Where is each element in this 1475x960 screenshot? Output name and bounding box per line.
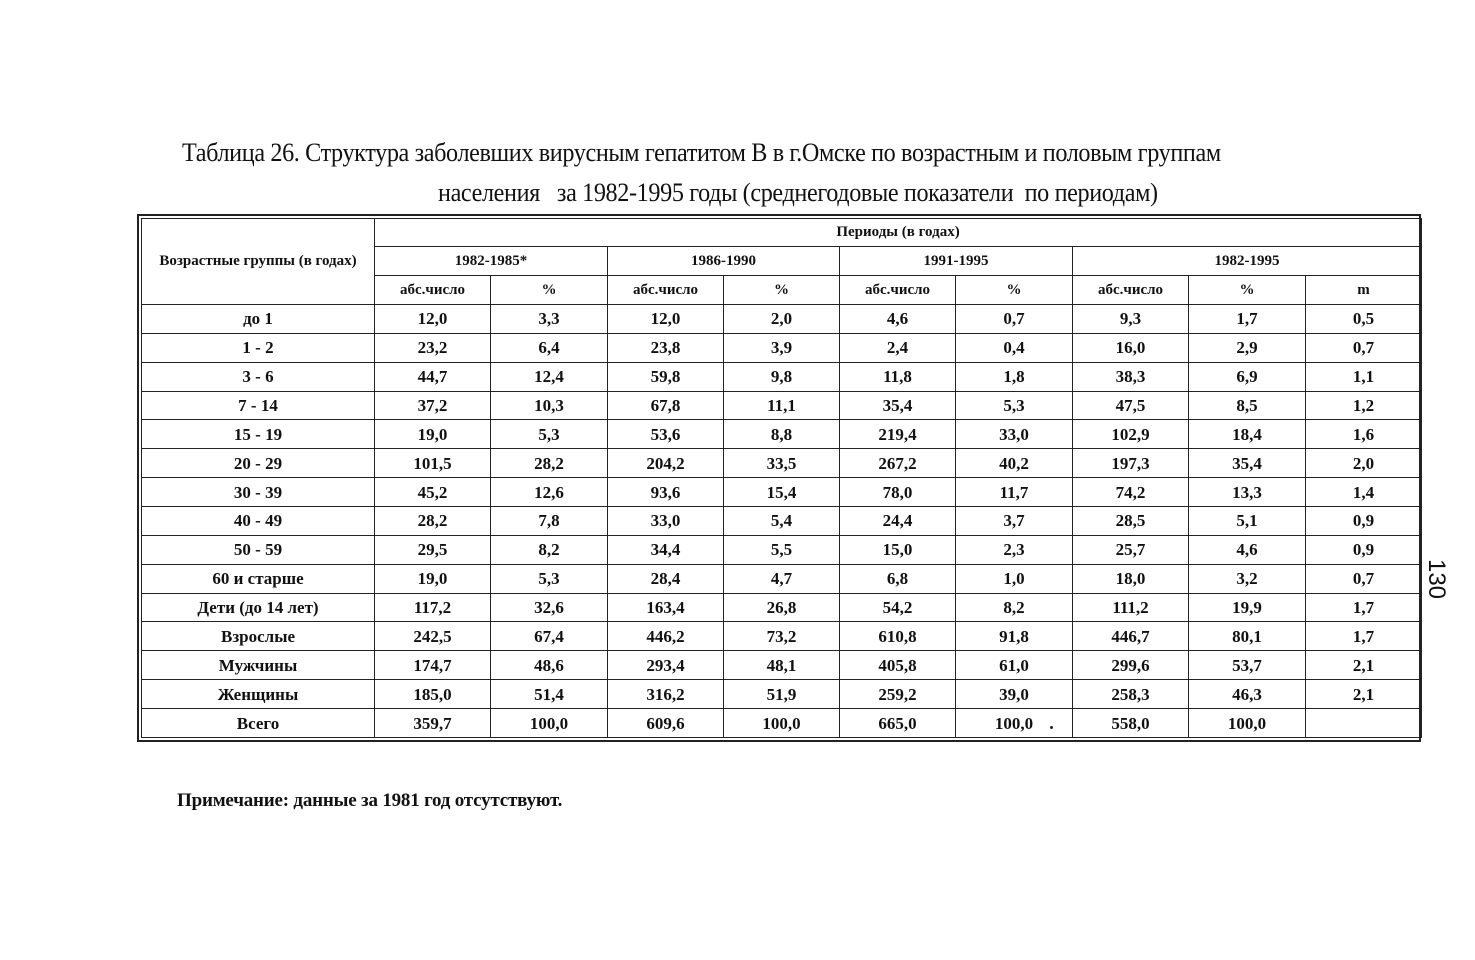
table-cell: 665,0 [840,709,956,738]
table-cell: 54,2 [840,593,956,622]
table-cell: 111,2 [1073,593,1189,622]
table-cell: 3,2 [1189,564,1306,593]
table-cell: 28,5 [1073,507,1189,536]
row-label: 7 - 14 [142,391,375,420]
table-cell: 51,9 [724,680,840,709]
table-cell: 1,7 [1306,593,1422,622]
table-cell: 12,0 [608,305,724,334]
period-header: 1986-1990 [608,247,840,276]
table-cell: 2,1 [1306,651,1422,680]
table-row [142,622,1422,651]
table-cell: 45,2 [375,478,491,507]
table-cell: 204,2 [608,449,724,478]
table-cell: 100,0 [724,709,840,738]
table-cell: 93,6 [608,478,724,507]
table-cell: 2,0 [1306,449,1422,478]
table-cell: 609,6 [608,709,724,738]
column-header-pct: % [1189,276,1306,305]
table-cell: 15,0 [840,535,956,564]
table-cell: 446,7 [1073,622,1189,651]
table-cell: 67,4 [491,622,608,651]
table-cell: 293,4 [608,651,724,680]
page-number: 130 [1423,558,1451,600]
table-cell: 8,8 [724,420,840,449]
table-cell: 13,3 [1189,478,1306,507]
table-cell: 12,4 [491,362,608,391]
table-cell: 34,4 [608,535,724,564]
table-cell: 316,2 [608,680,724,709]
table-cell: 37,2 [375,391,491,420]
table-row [142,333,1422,362]
table-cell: 40,2 [956,449,1073,478]
table-cell: 2,3 [956,535,1073,564]
row-label: 50 - 59 [142,535,375,564]
table-cell: 174,7 [375,651,491,680]
table-cell: 10,3 [491,391,608,420]
table-cell: 26,8 [724,593,840,622]
table-cell: 5,3 [491,420,608,449]
table-cell: 1,1 [1306,362,1422,391]
table-cell: 47,5 [1073,391,1189,420]
table-cell: 163,4 [608,593,724,622]
table-cell: 0,7 [1306,333,1422,362]
table-cell: 33,5 [724,449,840,478]
table-cell: 5,5 [724,535,840,564]
table-row [142,709,1422,738]
table-cell: 102,9 [1073,420,1189,449]
row-label: Дети (до 14 лет) [142,593,375,622]
table-cell: 33,0 [956,420,1073,449]
row-label: 15 - 19 [142,420,375,449]
table-cell: 185,0 [375,680,491,709]
table-cell: 100,0 [1189,709,1306,738]
table-cell: 259,2 [840,680,956,709]
table-cell: 0,7 [1306,564,1422,593]
table-cell: 2,0 [724,305,840,334]
table-cell: 23,8 [608,333,724,362]
table-cell: 9,3 [1073,305,1189,334]
table-cell: 5,1 [1189,507,1306,536]
row-label: 60 и старше [142,564,375,593]
table-cell: 1,6 [1306,420,1422,449]
stray-mark [1050,726,1053,729]
table-row [142,449,1422,478]
table-title-line-1: Таблица 26. Структура заболевших вирусным гепатитом В в г.Омске по возрастным и половым группам [182,138,1221,167]
table-cell: 2,4 [840,333,956,362]
row-label: Мужчины [142,651,375,680]
table-cell: 38,3 [1073,362,1189,391]
table-cell: 18,0 [1073,564,1189,593]
table-cell: 4,7 [724,564,840,593]
table-cell: 44,7 [375,362,491,391]
table-cell: 53,7 [1189,651,1306,680]
table-cell: 51,4 [491,680,608,709]
column-header-pct: % [491,276,608,305]
table-cell: 48,6 [491,651,608,680]
row-label: Всего [142,709,375,738]
table-row [142,507,1422,536]
table-cell: 1,8 [956,362,1073,391]
table-cell: 1,4 [1306,478,1422,507]
table-cell: 67,8 [608,391,724,420]
table-cell: 7,8 [491,507,608,536]
table-cell: 2,9 [1189,333,1306,362]
table-cell: 1,7 [1189,305,1306,334]
table-cell: 39,0 [956,680,1073,709]
table-row [142,680,1422,709]
table-cell: 46,3 [1189,680,1306,709]
table-cell: 25,7 [1073,535,1189,564]
row-label: Женщины [142,680,375,709]
row-label: 1 - 2 [142,333,375,362]
table-body [142,305,1422,738]
table-cell: 80,1 [1189,622,1306,651]
table-cell: 359,7 [375,709,491,738]
table-cell: 267,2 [840,449,956,478]
column-header-pct: % [724,276,840,305]
periods-header: Периоды (в годах) [375,219,1422,247]
column-header-abs: абс.число [1073,276,1189,305]
period-header: 1991-1995 [840,247,1073,276]
table-row [142,535,1422,564]
row-label: 30 - 39 [142,478,375,507]
table-cell: 73,2 [724,622,840,651]
table-cell: 74,2 [1073,478,1189,507]
table-cell: 101,5 [375,449,491,478]
age-group-header: Возрастные группы (в годах) [142,219,375,305]
period-header: 1982-1995 [1073,247,1422,276]
row-label: Взрослые [142,622,375,651]
table-cell: 19,9 [1189,593,1306,622]
table-row [142,420,1422,449]
table-cell: 15,4 [724,478,840,507]
table-cell: 242,5 [375,622,491,651]
row-label: до 1 [142,305,375,334]
table-cell: 29,5 [375,535,491,564]
table-cell: 59,8 [608,362,724,391]
table-cell: 0,9 [1306,535,1422,564]
table-cell: 11,8 [840,362,956,391]
table-cell: 1,2 [1306,391,1422,420]
table-cell: 197,3 [1073,449,1189,478]
table-cell: 53,6 [608,420,724,449]
table-cell: 6,9 [1189,362,1306,391]
table-row [142,362,1422,391]
table-row [142,564,1422,593]
column-header-pct: % [956,276,1073,305]
table-cell: 5,3 [956,391,1073,420]
table-cell: 1,7 [1306,622,1422,651]
table-cell: 48,1 [724,651,840,680]
table-cell: 33,0 [608,507,724,536]
table-cell: 19,0 [375,564,491,593]
table-cell: 610,8 [840,622,956,651]
table-cell: 0,5 [1306,305,1422,334]
table-cell: 2,1 [1306,680,1422,709]
table-cell: 100,0 [956,709,1073,738]
table-cell: 8,2 [956,593,1073,622]
table-cell: 219,4 [840,420,956,449]
table-cell: 3,9 [724,333,840,362]
table-title-line-2: населения за 1982-1995 годы (среднегодовые показатели по периодам) [438,178,1158,207]
table-cell: 61,0 [956,651,1073,680]
column-header-abs: абс.число [608,276,724,305]
table-cell: 23,2 [375,333,491,362]
column-header-abs: абс.число [375,276,491,305]
table-cell: 1,0 [956,564,1073,593]
table-cell: 3,3 [491,305,608,334]
table-row [142,391,1422,420]
table-cell: 299,6 [1073,651,1189,680]
table-cell: 9,8 [724,362,840,391]
period-header: 1982-1985* [375,247,608,276]
table-cell: 6,8 [840,564,956,593]
table-cell: 5,3 [491,564,608,593]
row-label: 3 - 6 [142,362,375,391]
table-cell: 0,9 [1306,507,1422,536]
table-cell [1306,709,1422,738]
table-cell: 3,7 [956,507,1073,536]
table-cell: 28,2 [491,449,608,478]
row-label: 40 - 49 [142,507,375,536]
data-table [141,218,1422,738]
table-cell: 11,1 [724,391,840,420]
table-cell: 558,0 [1073,709,1189,738]
table-cell: 12,0 [375,305,491,334]
table-cell: 32,6 [491,593,608,622]
table-cell: 12,6 [491,478,608,507]
table-row [142,651,1422,680]
row-label: 20 - 29 [142,449,375,478]
table-cell: 4,6 [1189,535,1306,564]
footnote: Примечание: данные за 1981 год отсутствуют. [177,790,563,811]
table-cell: 91,8 [956,622,1073,651]
data-table-frame [137,214,1421,742]
column-header-m: m [1306,276,1422,305]
table-cell: 16,0 [1073,333,1189,362]
table-cell: 100,0 [491,709,608,738]
table-cell: 5,4 [724,507,840,536]
table-cell: 258,3 [1073,680,1189,709]
table-cell: 24,4 [840,507,956,536]
table-cell: 11,7 [956,478,1073,507]
table-cell: 8,2 [491,535,608,564]
table-cell: 19,0 [375,420,491,449]
table-cell: 117,2 [375,593,491,622]
table-row [142,593,1422,622]
table-row [142,478,1422,507]
table-cell: 6,4 [491,333,608,362]
table-row [142,305,1422,334]
table-cell: 4,6 [840,305,956,334]
table-cell: 28,4 [608,564,724,593]
table-cell: 35,4 [840,391,956,420]
table-cell: 78,0 [840,478,956,507]
column-header-abs: абс.число [840,276,956,305]
table-cell: 35,4 [1189,449,1306,478]
table-cell: 8,5 [1189,391,1306,420]
table-cell: 0,7 [956,305,1073,334]
table-cell: 446,2 [608,622,724,651]
table-cell: 18,4 [1189,420,1306,449]
table-cell: 405,8 [840,651,956,680]
table-cell: 0,4 [956,333,1073,362]
table-cell: 28,2 [375,507,491,536]
